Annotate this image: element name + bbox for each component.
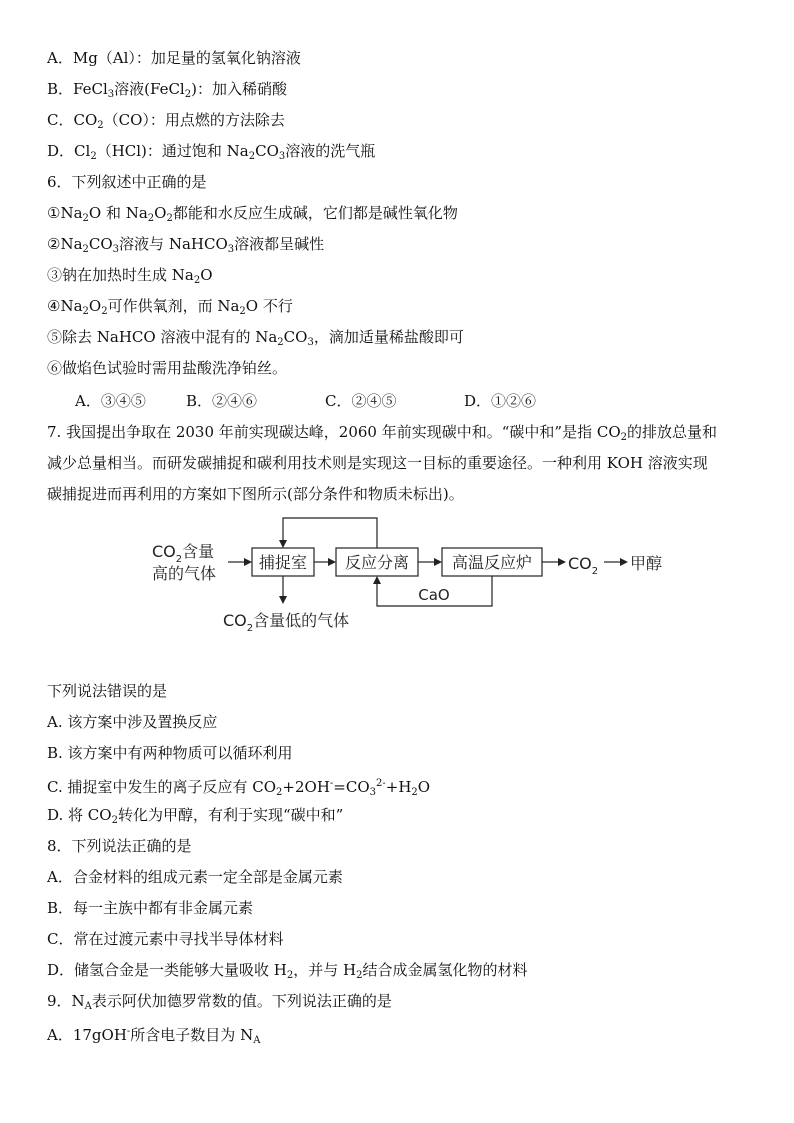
q7-option-b: B. 该方案中有两种物质可以循环利用 [47,744,293,762]
q6-statement-5: ⑤除去 NaHCO 溶液中混有的 $Na_2CO_3$，滴加适量稀盐酸即可 [47,328,464,348]
q5-option-b: B．FeCl$_3$溶液(FeCl$_2$)：加入稀硝酸 [47,80,287,100]
q6-choice-b: B．②④⑥ [186,392,258,410]
q7-stem-line-2: 减少总量相当。而研发碳捕捉和碳利用技术则是实现这一目标的重要途径。一种利用 KOH 溶液实现 [47,454,708,472]
low-co2-gas-label: $CO_2$含量低的气体 [223,611,350,634]
q7-stem-line-1: 7. 我国提出争取在 2030 年前实现碳达峰，2060 年前实现碳中和。“碳中和”是指 $CO_2$的排放总量和 [47,423,718,443]
separation-label: 反应分离 [344,553,410,572]
output-methanol-label: 甲醇 [630,554,663,573]
q9-stem: 9．$N_A$表示阿伏加德罗常数的值。下列说法正确的是 [47,992,392,1012]
carbon-capture-flow-diagram [148,510,678,638]
q8-option-b: B．每一主族中都有非金属元素 [47,899,254,917]
cao-label: CaO [418,586,450,604]
q6-statement-4: $④Na_2O_2$可作供氧剂，而 $Na_2O$ 不行 [47,297,293,317]
arrowhead-separation-furnace [434,558,442,566]
arrowhead-furnace-co2 [558,558,566,566]
q5-option-c: C．$CO_2(CO)$：用点燃的方法除去 [47,111,285,131]
input-gas-label-line-2: 高的气体 [152,564,217,583]
furnace-label: 高温反应炉 [451,553,533,572]
q6-choice-d: D．①②⑥ [464,392,537,410]
q7-option-a: A. 该方案中涉及置换反应 [47,713,218,731]
q7-option-d: D. 将 $CO_2$转化为甲醇，有利于实现“碳中和” [47,806,344,826]
q6-choice-a: A．③④⑤ [75,392,146,410]
capture-chamber-label: 捕捉室 [258,553,308,572]
q9-option-a: A．17gOH-所含电子数目为 $N_A$ [47,1026,261,1046]
q7-stem-line-3: 碳捕捉进而再利用的方案如下图所示(部分条件和物质未标出)。 [47,485,464,503]
q6-statement-6: ⑥做焰色试验时需用盐酸洗净铂丝。 [47,359,288,377]
q6-stem: 6．下列叙述中正确的是 [47,173,207,191]
q8-stem: 8．下列说法正确的是 [47,837,192,855]
q7-option-c: C. 捕捉室中发生的离子反应有 $CO_2+2OH^-=CO_3^{2-}+H_2O$ [47,778,431,798]
q7-ask: 下列说法错误的是 [47,682,168,700]
arrowhead-input [244,558,252,566]
arrowhead-capture-separation [328,558,336,566]
arrowhead-cao-recycle [373,576,381,584]
input-gas-label-line-1: $CO_2$含量 [152,542,215,565]
q8-option-d: D．储氢合金是一类能够大量吸收 $H_2$，并与 $H_2$结合成金属氢化物的材料 [47,961,528,981]
q5-option-d: D．$Cl_2(HCl)$：通过饱和 $Na_2CO_3$溶液的洗气瓶 [47,142,376,162]
q8-option-c: C．常在过渡元素中寻找半导体材料 [47,930,284,948]
recycle-line-top [283,518,377,548]
q5-option-a: A．Mg（Al）：加足量的氢氧化钠溶液 [47,49,301,67]
q6-choices [75,391,536,411]
output-co2-label: $CO_2$ [568,554,599,577]
arrowhead-low-gas [279,596,287,604]
q8-option-a: A．合金材料的组成元素一定全部是金属元素 [47,868,343,886]
q6-statement-2: $②Na_2CO_3$溶液与 NaHCO$_3$溶液都呈碱性 [47,235,325,255]
q6-statement-1: $①Na_2O$ 和 $Na_2O_2$都能和水反应生成碱，它们都是碱性氧化物 [47,204,458,224]
arrowhead-co2-methanol [620,558,628,566]
arrowhead-recycle-top [279,540,287,548]
q6-choice-c: C．②④⑤ [325,392,397,410]
q6-statement-3: ③钠在加热时生成 $Na_2O$ [47,266,213,286]
